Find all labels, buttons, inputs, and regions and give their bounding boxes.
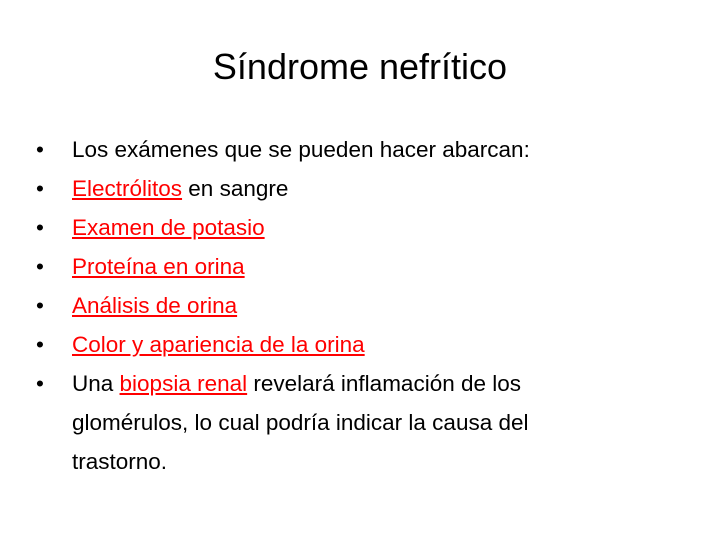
bullet-icon: • <box>36 254 44 279</box>
bullet-text: en sangre <box>182 176 289 201</box>
bullet-icon: • <box>36 215 44 240</box>
bullet-icon: • <box>36 137 44 162</box>
slide-title: Síndrome nefrítico <box>212 46 508 87</box>
bullet-text: Los exámenes que se pueden hacer abarcan: <box>72 137 530 162</box>
bullet-list <box>36 130 686 481</box>
link-proteina-en-orina[interactable]: Proteína en orina <box>72 254 245 279</box>
bullet-icon: • <box>36 176 44 201</box>
link-examen-de-potasio[interactable]: Examen de potasio <box>72 215 265 240</box>
link-analisis-de-orina[interactable]: Análisis de orina <box>72 293 238 318</box>
list-item <box>36 169 686 208</box>
list-item <box>36 364 686 481</box>
bullet-text: Una <box>72 371 120 396</box>
link-electrolitos[interactable]: Electrólitos <box>72 176 183 201</box>
list-item <box>36 286 686 325</box>
link-biopsia-renal[interactable]: biopsia renal <box>119 371 248 396</box>
list-item <box>36 247 686 286</box>
bullet-icon: • <box>36 332 44 357</box>
bullet-text: revelará inflamación de los <box>247 371 522 396</box>
bullet-icon: • <box>36 293 44 318</box>
list-item <box>36 208 686 247</box>
bullet-text-line-3: trastorno. <box>72 449 168 474</box>
link-color-y-apariencia[interactable]: Color y apariencia de la orina <box>72 332 365 357</box>
list-item <box>36 130 686 169</box>
list-item <box>36 325 686 364</box>
bullet-text-line-1 <box>72 364 686 403</box>
bullet-text-line-2: glomérulos, lo cual podría indicar la causa del <box>72 410 529 435</box>
bullet-icon: • <box>36 371 44 396</box>
